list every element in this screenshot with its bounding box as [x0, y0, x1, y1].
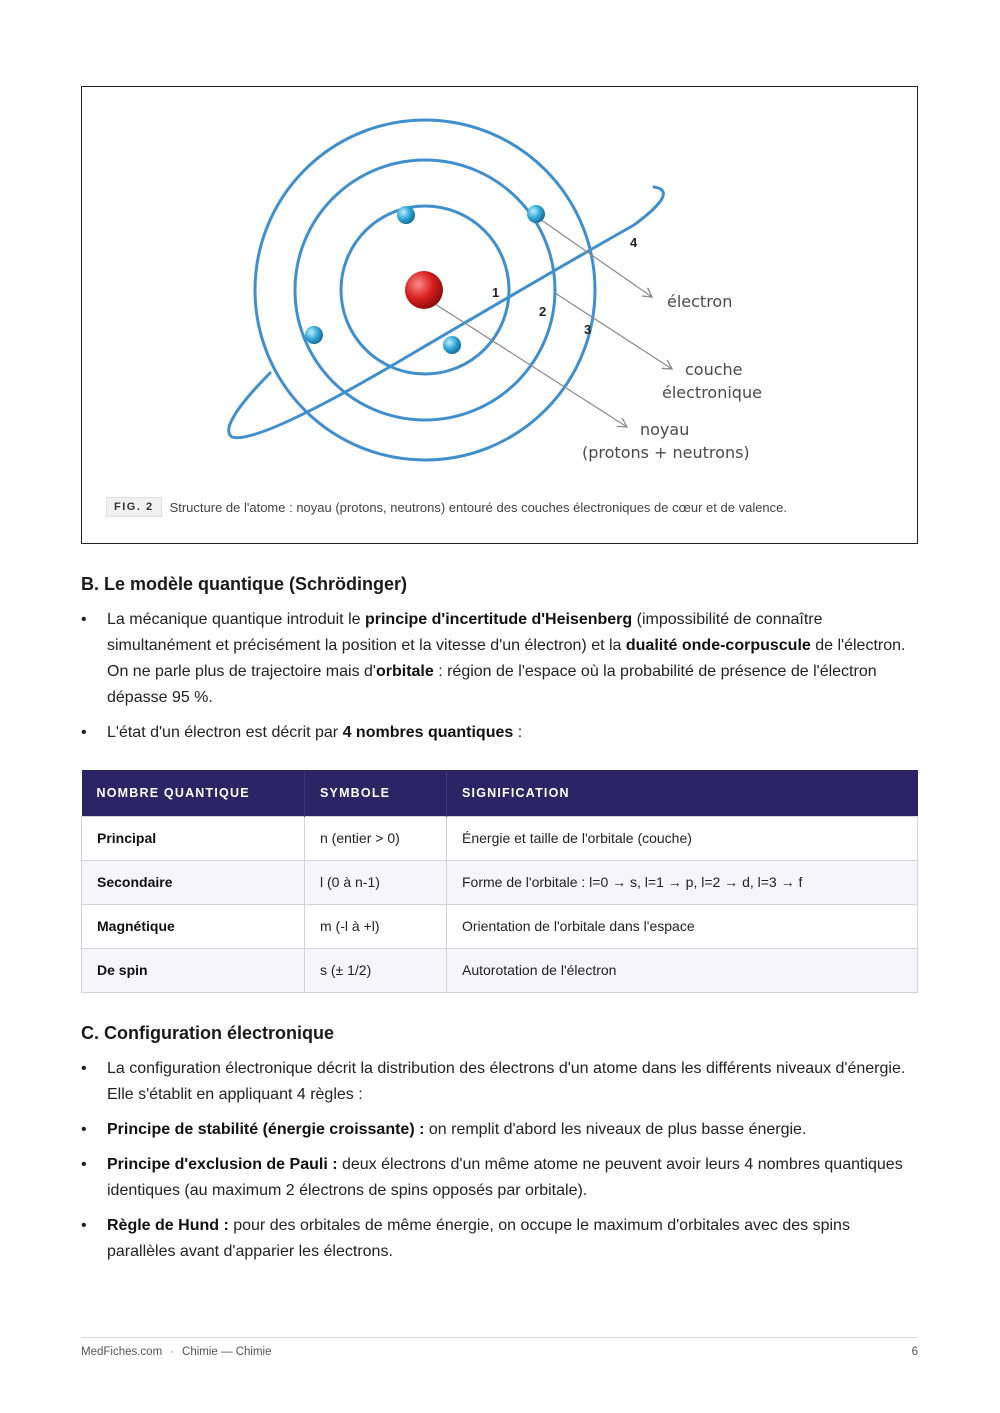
- cell: n (entier > 0): [305, 816, 447, 860]
- header-symbole: SYMBOLE: [305, 770, 447, 816]
- cell: m (-l à +l): [305, 904, 447, 948]
- bullet-b2: [81, 720, 921, 746]
- label-noyau-2: (protons + neutrons): [582, 443, 750, 462]
- footer-separator: ·: [170, 1346, 175, 1358]
- text: La mécanique quantique introduit le: [107, 611, 365, 628]
- figure-caption-text: Structure de l'atome : noyau (protons, neutrons) entouré des couches électroniques de cœur et de valence.: [169, 499, 788, 515]
- cell: De spin: [82, 948, 305, 992]
- section-c-bullets: [81, 1056, 921, 1274]
- text: :: [513, 724, 523, 741]
- label-noyau-1: noyau: [640, 420, 690, 439]
- cell: Magnétique: [82, 904, 305, 948]
- bold-nombres-quantiques: 4 nombres quantiques: [342, 724, 514, 741]
- label-num-4: 4: [630, 235, 638, 250]
- footer-site: MedFiches.com: [81, 1346, 163, 1358]
- footer-left: [81, 1346, 271, 1358]
- figure-tag: FIG. 2: [106, 497, 162, 517]
- atom-diagram: [82, 87, 919, 487]
- text: La configuration électronique décrit la distribution des électrons d'un atome dans les différents niveaux d'énergie. Elle s'établit en appliquant 4 règles :: [107, 1060, 906, 1103]
- table-header-row: [82, 770, 918, 816]
- electron-1: [397, 206, 415, 224]
- cell: Orientation de l'orbitale dans l'espace: [447, 904, 918, 948]
- bullet-c1: [81, 1056, 921, 1108]
- section-b-bullets: [81, 607, 921, 755]
- cell: Énergie et taille de l'orbitale (couche): [447, 816, 918, 860]
- electron-4: [527, 205, 545, 223]
- header-signification: SIGNIFICATION: [447, 770, 918, 816]
- text: pour des orbitales de même énergie, on occupe le maximum d'orbitales avec des spins parallèles avant d'apparier les électrons.: [107, 1217, 850, 1260]
- bold-hund: Règle de Hund :: [107, 1217, 229, 1234]
- table-row: [82, 948, 918, 992]
- label-num-2: 2: [539, 304, 547, 319]
- table-row: [82, 904, 918, 948]
- label-couche-1: couche: [685, 360, 743, 379]
- section-b-title: B. Le modèle quantique (Schrödinger): [81, 574, 408, 594]
- bullet-b1: [81, 607, 921, 711]
- bold-orbitale: orbitale: [375, 663, 434, 680]
- label-num-1: 1: [492, 285, 500, 300]
- text: de l'électron. On ne parle plus de trajectoire mais d': [107, 637, 906, 680]
- page-number: 6: [911, 1346, 918, 1358]
- quantum-numbers-table: [81, 770, 918, 993]
- bold-dualite: dualité onde-corpuscule: [625, 637, 811, 654]
- bold-stabilite: Principe de stabilité (énergie croissante) :: [107, 1121, 425, 1138]
- text: deux électrons d'un même atome ne peuvent avoir leurs 4 nombres quantiques identiques (au maximum 2 électrons de spins opposés par orbitale).: [107, 1156, 903, 1199]
- cell: l (0 à n-1): [305, 860, 447, 904]
- electron-3: [305, 326, 323, 344]
- text: : région de l'espace où la probabilité de présence de l'électron dépasse 95 %.: [107, 663, 877, 706]
- figure-caption: [106, 497, 787, 517]
- figure-atom-structure: [81, 86, 918, 544]
- cell: Principal: [82, 816, 305, 860]
- bullet-c4: [81, 1213, 921, 1265]
- nucleus: [405, 271, 443, 309]
- bold-pauli: Principe d'exclusion de Pauli :: [107, 1156, 338, 1173]
- section-c-title: C. Configuration électronique: [81, 1023, 335, 1043]
- bold-heisenberg: principe d'incertitude d'Heisenberg: [364, 611, 633, 628]
- pointer-couche: [555, 293, 672, 369]
- electron-2: [443, 336, 461, 354]
- footer-subject: Chimie — Chimie: [182, 1346, 272, 1358]
- text: (impossibilité de connaître simultanément et précisément la position et la vitesse d'un électron) et la: [107, 611, 823, 654]
- cell: Secondaire: [82, 860, 305, 904]
- bullet-c2: [81, 1117, 921, 1143]
- cell: s (± 1/2): [305, 948, 447, 992]
- table-row: [82, 816, 918, 860]
- text: on remplit d'abord les niveaux de plus basse énergie.: [424, 1121, 807, 1138]
- table-row: [82, 860, 918, 904]
- label-electron: électron: [667, 292, 733, 311]
- text: L'état d'un électron est décrit par: [107, 724, 343, 741]
- bullet-c3: [81, 1152, 921, 1204]
- label-couche-2: électronique: [662, 383, 762, 402]
- page-footer: [81, 1337, 918, 1358]
- cell: Forme de l'orbitale : l=0 → s, l=1 → p, l=2 → d, l=3 → f: [447, 860, 918, 904]
- header-nombre: NOMBRE QUANTIQUE: [82, 770, 305, 816]
- label-num-3: 3: [584, 322, 592, 337]
- cell: Autorotation de l'électron: [447, 948, 918, 992]
